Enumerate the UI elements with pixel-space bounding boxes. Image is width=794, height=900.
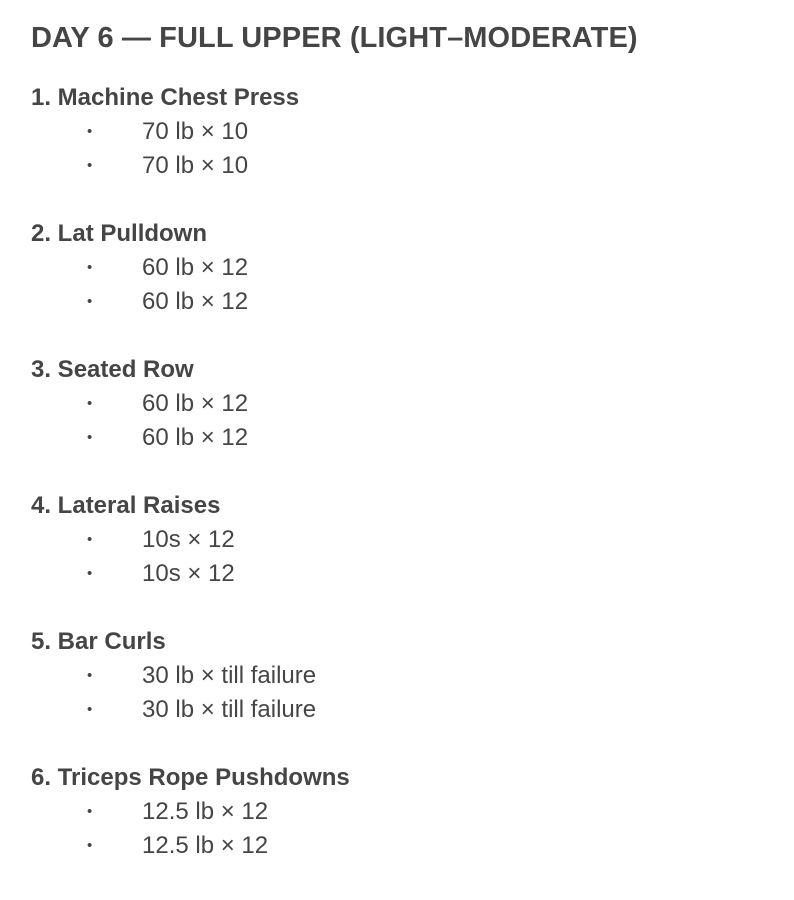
set-list bbox=[31, 795, 794, 863]
set-item bbox=[31, 115, 794, 149]
exercise-bar-curls bbox=[31, 625, 794, 761]
bullet-icon: • bbox=[87, 837, 93, 854]
bullet-icon: • bbox=[87, 259, 93, 276]
bullet-icon: • bbox=[87, 667, 93, 684]
set-detail: 60 lb × 12 bbox=[142, 390, 249, 417]
set-list bbox=[31, 251, 794, 319]
set-item bbox=[31, 149, 794, 183]
bullet-icon: • bbox=[87, 157, 93, 174]
set-detail: 30 lb × till failure bbox=[142, 662, 317, 689]
set-list bbox=[31, 523, 794, 591]
exercise-heading: 4. Lateral Raises bbox=[31, 492, 221, 519]
set-item bbox=[31, 795, 794, 829]
bullet-icon: • bbox=[87, 803, 93, 820]
exercise-heading: 3. Seated Row bbox=[31, 356, 194, 383]
set-detail: 70 lb × 10 bbox=[142, 118, 249, 145]
exercise-heading: 6. Triceps Rope Pushdowns bbox=[31, 764, 350, 791]
set-item bbox=[31, 557, 794, 591]
bullet-icon: • bbox=[87, 531, 93, 548]
set-item bbox=[31, 285, 794, 319]
bullet-icon: • bbox=[87, 701, 93, 718]
set-item bbox=[31, 421, 794, 455]
exercise-seated-row bbox=[31, 353, 794, 489]
exercise-machine-chest-press bbox=[31, 81, 794, 217]
exercise-triceps-rope-pushdowns bbox=[31, 761, 794, 897]
exercise-heading: 5. Bar Curls bbox=[31, 628, 166, 655]
set-detail: 12.5 lb × 12 bbox=[142, 832, 269, 859]
set-list bbox=[31, 387, 794, 455]
set-detail: 10s × 12 bbox=[142, 560, 235, 587]
set-detail: 30 lb × till failure bbox=[142, 696, 317, 723]
page-title: DAY 6 — FULL UPPER (LIGHT–MODERATE) bbox=[31, 22, 638, 54]
bullet-icon: • bbox=[87, 395, 93, 412]
set-item bbox=[31, 251, 794, 285]
exercise-heading: 1. Machine Chest Press bbox=[31, 84, 300, 111]
set-list bbox=[31, 115, 794, 183]
set-item bbox=[31, 829, 794, 863]
set-item bbox=[31, 523, 794, 557]
set-detail: 60 lb × 12 bbox=[142, 254, 249, 281]
bullet-icon: • bbox=[87, 565, 93, 582]
exercise-heading: 2. Lat Pulldown bbox=[31, 220, 208, 247]
set-detail: 12.5 lb × 12 bbox=[142, 798, 269, 825]
set-item bbox=[31, 659, 794, 693]
exercise-lateral-raises bbox=[31, 489, 794, 625]
bullet-icon: • bbox=[87, 293, 93, 310]
set-detail: 60 lb × 12 bbox=[142, 288, 249, 315]
set-detail: 70 lb × 10 bbox=[142, 152, 249, 179]
set-item bbox=[31, 693, 794, 727]
bullet-icon: • bbox=[87, 123, 93, 140]
exercise-list bbox=[31, 81, 794, 897]
exercise-lat-pulldown bbox=[31, 217, 794, 353]
set-detail: 60 lb × 12 bbox=[142, 424, 249, 451]
set-detail: 10s × 12 bbox=[142, 526, 235, 553]
bullet-icon: • bbox=[87, 429, 93, 446]
set-list bbox=[31, 659, 794, 727]
set-item bbox=[31, 387, 794, 421]
